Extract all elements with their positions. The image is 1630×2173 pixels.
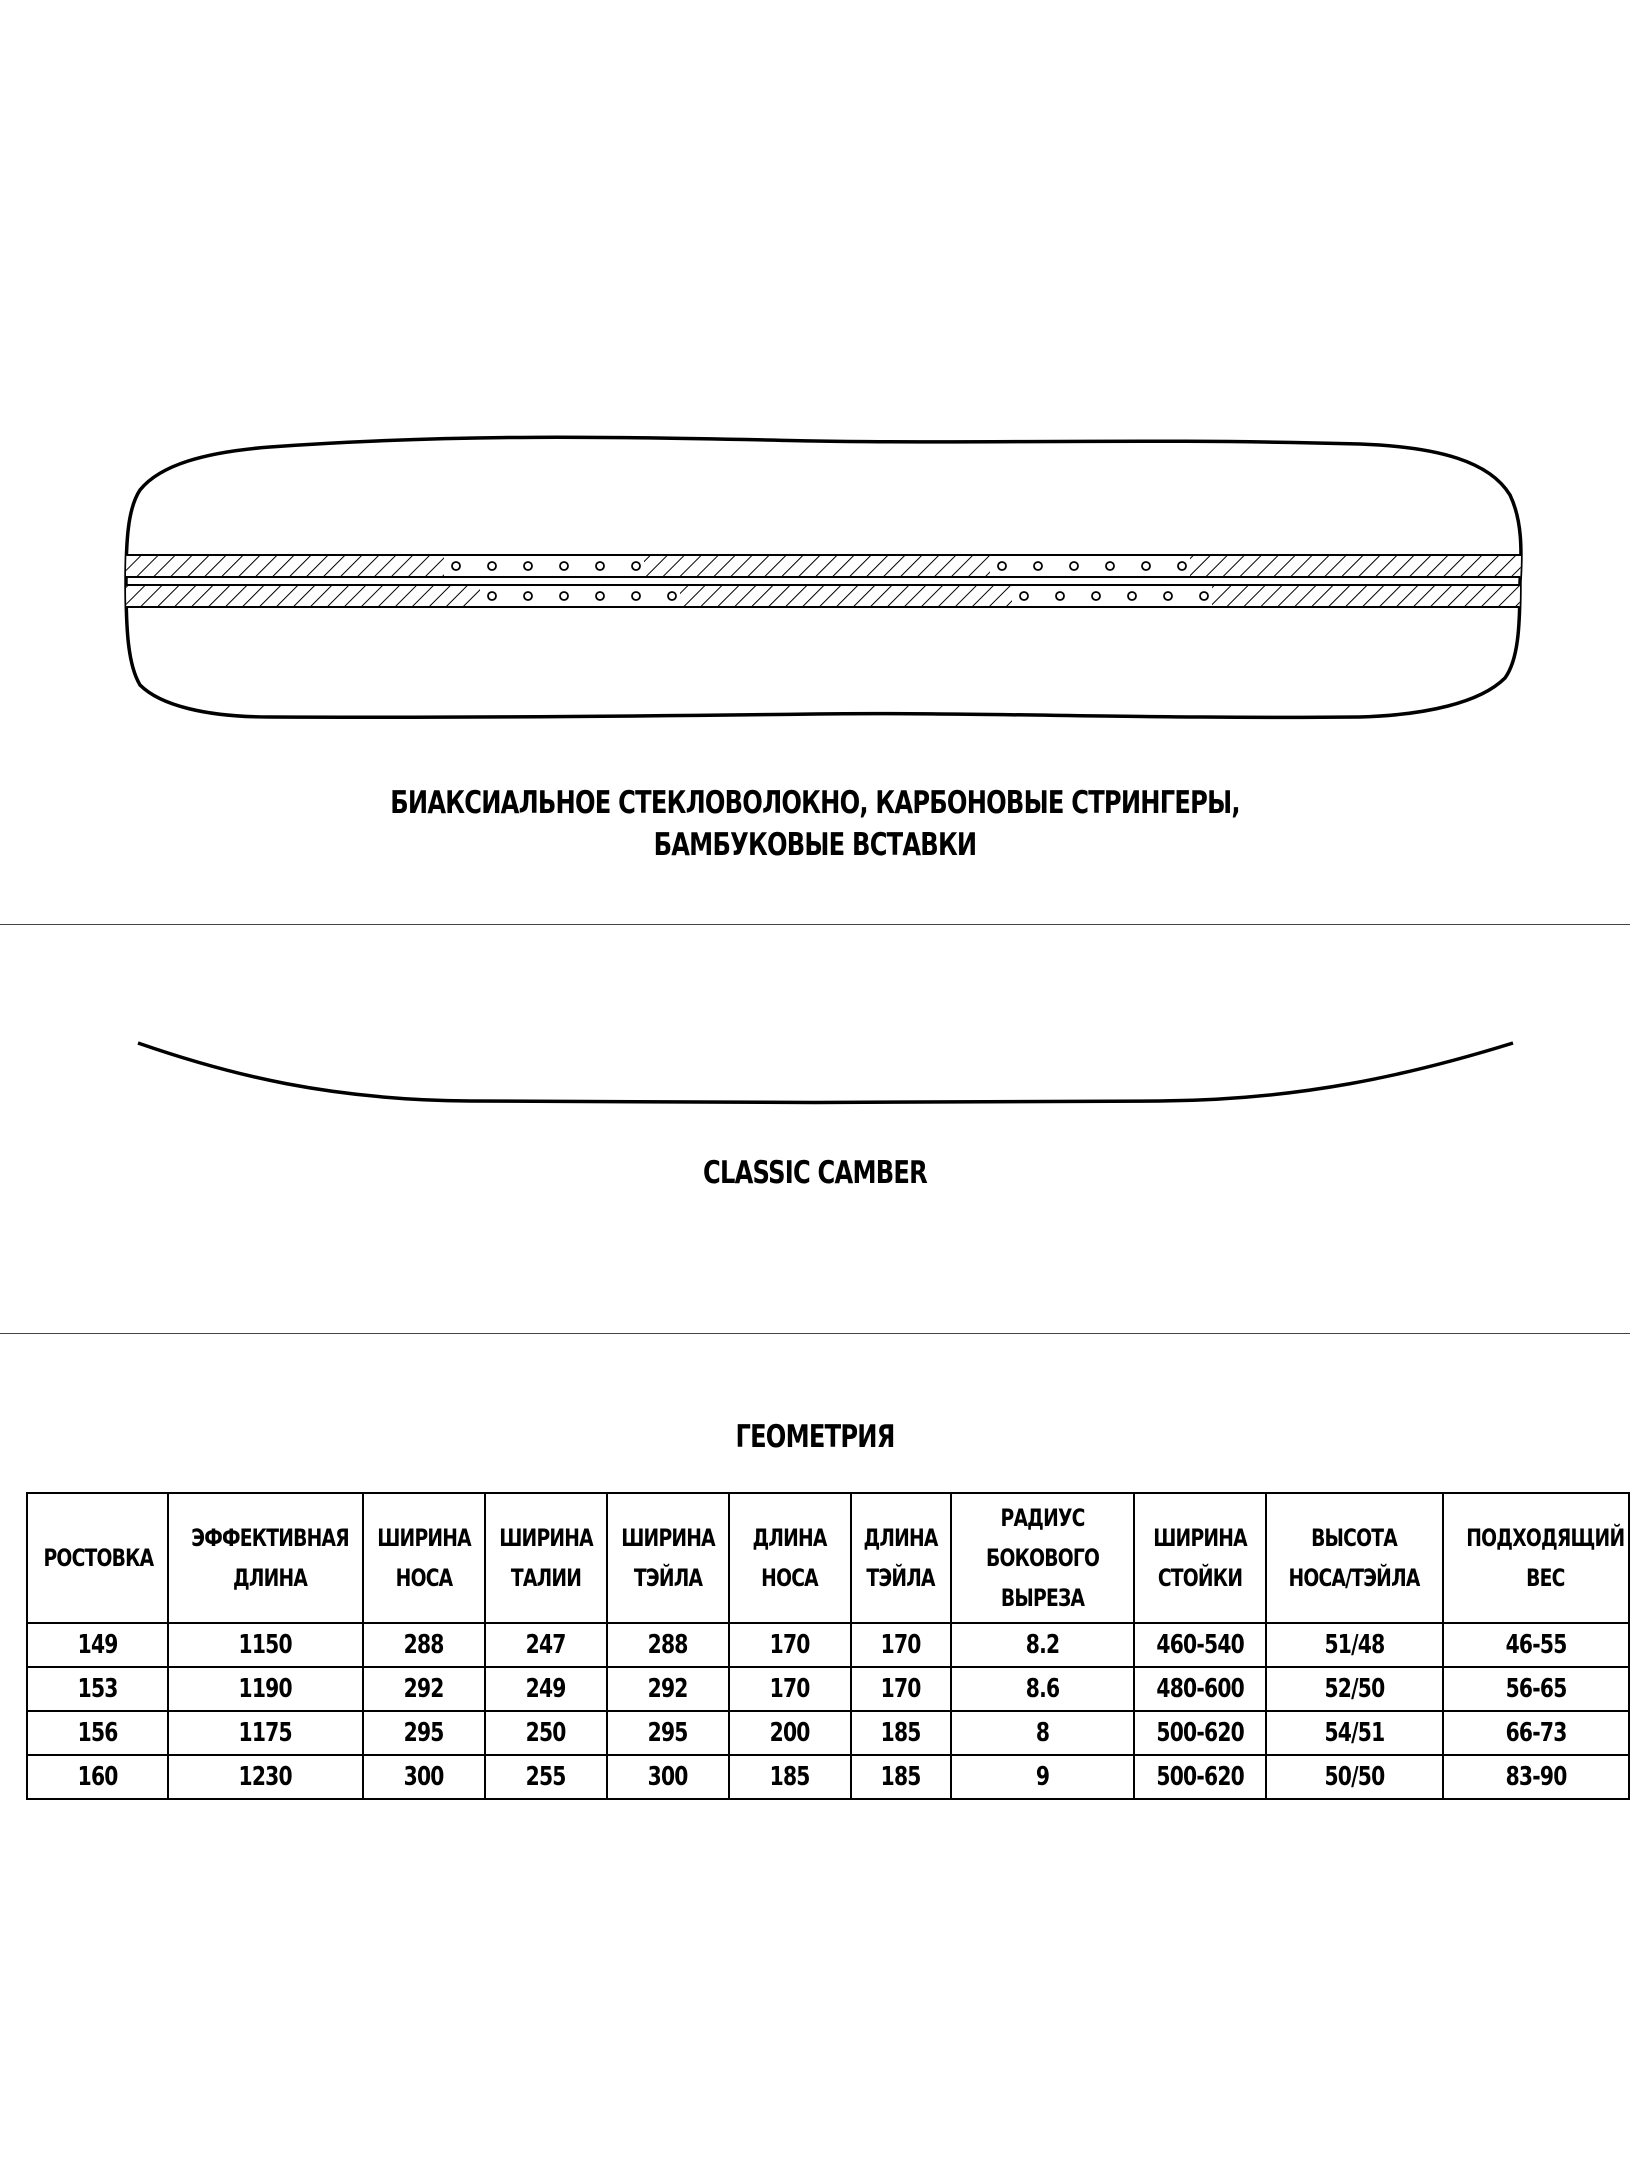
table-row: [27, 1755, 1629, 1799]
profile-caption: CLASSIC CAMBER: [703, 1155, 927, 1191]
table-cell: 9: [951, 1755, 1134, 1799]
header-cell: РАДИУС БОКОВОГО ВЫРЕЗА: [951, 1493, 1134, 1623]
table-row: [27, 1667, 1629, 1711]
profile-section: [0, 925, 1630, 1333]
table-cell: 153: [27, 1667, 168, 1711]
table-cell: 295: [363, 1711, 485, 1755]
table-cell: 185: [851, 1755, 951, 1799]
binding-inserts-right-upper: [990, 555, 1190, 577]
binding-inserts-left-lower: [480, 585, 680, 607]
table-cell: 156: [27, 1711, 168, 1755]
table-cell: 500-620: [1134, 1755, 1266, 1799]
table-cell: 170: [851, 1667, 951, 1711]
construction-caption-line2: БАМБУКОВЫЕ ВСТАВКИ: [653, 827, 977, 863]
table-cell: 247: [485, 1623, 607, 1667]
carbon-stringer-upper: [120, 555, 1530, 577]
table-header-row: [27, 1493, 1629, 1623]
table-cell: 66-73: [1443, 1711, 1629, 1755]
table-cell: 52/50: [1266, 1667, 1443, 1711]
table-cell: 160: [27, 1755, 168, 1799]
camber-profile-view: [0, 925, 1630, 1333]
table-cell: 170: [729, 1667, 851, 1711]
table-cell: 300: [607, 1755, 729, 1799]
table-cell: 149: [27, 1623, 168, 1667]
table-cell: 288: [363, 1623, 485, 1667]
table-cell: 255: [485, 1755, 607, 1799]
table-cell: 1150: [168, 1623, 363, 1667]
header-cell: ЭФФЕКТИВНАЯ ДЛИНА: [168, 1493, 363, 1623]
table-cell: 292: [363, 1667, 485, 1711]
table-cell: 480-600: [1134, 1667, 1266, 1711]
table-cell: 249: [485, 1667, 607, 1711]
table-cell: 51/48: [1266, 1623, 1443, 1667]
table-cell: 170: [729, 1623, 851, 1667]
carbon-stringer-lower: [120, 585, 1530, 607]
geometry-section: [0, 1334, 1630, 2173]
board-section: [0, 0, 1630, 924]
table-cell: 1190: [168, 1667, 363, 1711]
table-cell: 1175: [168, 1711, 363, 1755]
table-cell: 54/51: [1266, 1711, 1443, 1755]
table-cell: 295: [607, 1711, 729, 1755]
header-cell: РОСТОВКА: [27, 1493, 168, 1623]
table-cell: 46-55: [1443, 1623, 1629, 1667]
table-cell: 8.6: [951, 1667, 1134, 1711]
header-cell: ДЛИНА НОСА: [729, 1493, 851, 1623]
table-cell: 500-620: [1134, 1711, 1266, 1755]
table-cell: 8.2: [951, 1623, 1134, 1667]
table-cell: 185: [729, 1755, 851, 1799]
camber-profile-line: [138, 1043, 1513, 1103]
header-cell: ШИРИНА ТЭЙЛА: [607, 1493, 729, 1623]
header-cell: ПОДХОДЯЩИЙ ВЕС: [1443, 1493, 1629, 1623]
table-cell: 250: [485, 1711, 607, 1755]
header-cell: ДЛИНА ТЭЙЛА: [851, 1493, 951, 1623]
header-cell: ВЫСОТА НОСА/ТЭЙЛА: [1266, 1493, 1443, 1623]
binding-inserts-left-upper: [444, 555, 644, 577]
table-cell: 1230: [168, 1755, 363, 1799]
table-cell: 185: [851, 1711, 951, 1755]
table-cell: 50/50: [1266, 1755, 1443, 1799]
table-cell: 170: [851, 1623, 951, 1667]
header-cell: ШИРИНА НОСА: [363, 1493, 485, 1623]
table-row: [27, 1711, 1629, 1755]
table-row: [27, 1623, 1629, 1667]
construction-caption-line1: БИАКСИАЛЬНОЕ СТЕКЛОВОЛОКНО, КАРБОНОВЫЕ СТРИНГЕРЫ,: [390, 785, 1240, 821]
header-cell: ШИРИНА ТАЛИИ: [485, 1493, 607, 1623]
geometry-title: ГЕОМЕТРИЯ: [735, 1419, 895, 1455]
geometry-table: [26, 1492, 1630, 1800]
table-cell: 8: [951, 1711, 1134, 1755]
header-cell: ШИРИНА СТОЙКИ: [1134, 1493, 1266, 1623]
binding-inserts-right-lower: [1012, 585, 1212, 607]
table-cell: 83-90: [1443, 1755, 1629, 1799]
table-cell: 292: [607, 1667, 729, 1711]
table-cell: 460-540: [1134, 1623, 1266, 1667]
table-cell: 56-65: [1443, 1667, 1629, 1711]
table-cell: 300: [363, 1755, 485, 1799]
table-cell: 288: [607, 1623, 729, 1667]
table-cell: 200: [729, 1711, 851, 1755]
